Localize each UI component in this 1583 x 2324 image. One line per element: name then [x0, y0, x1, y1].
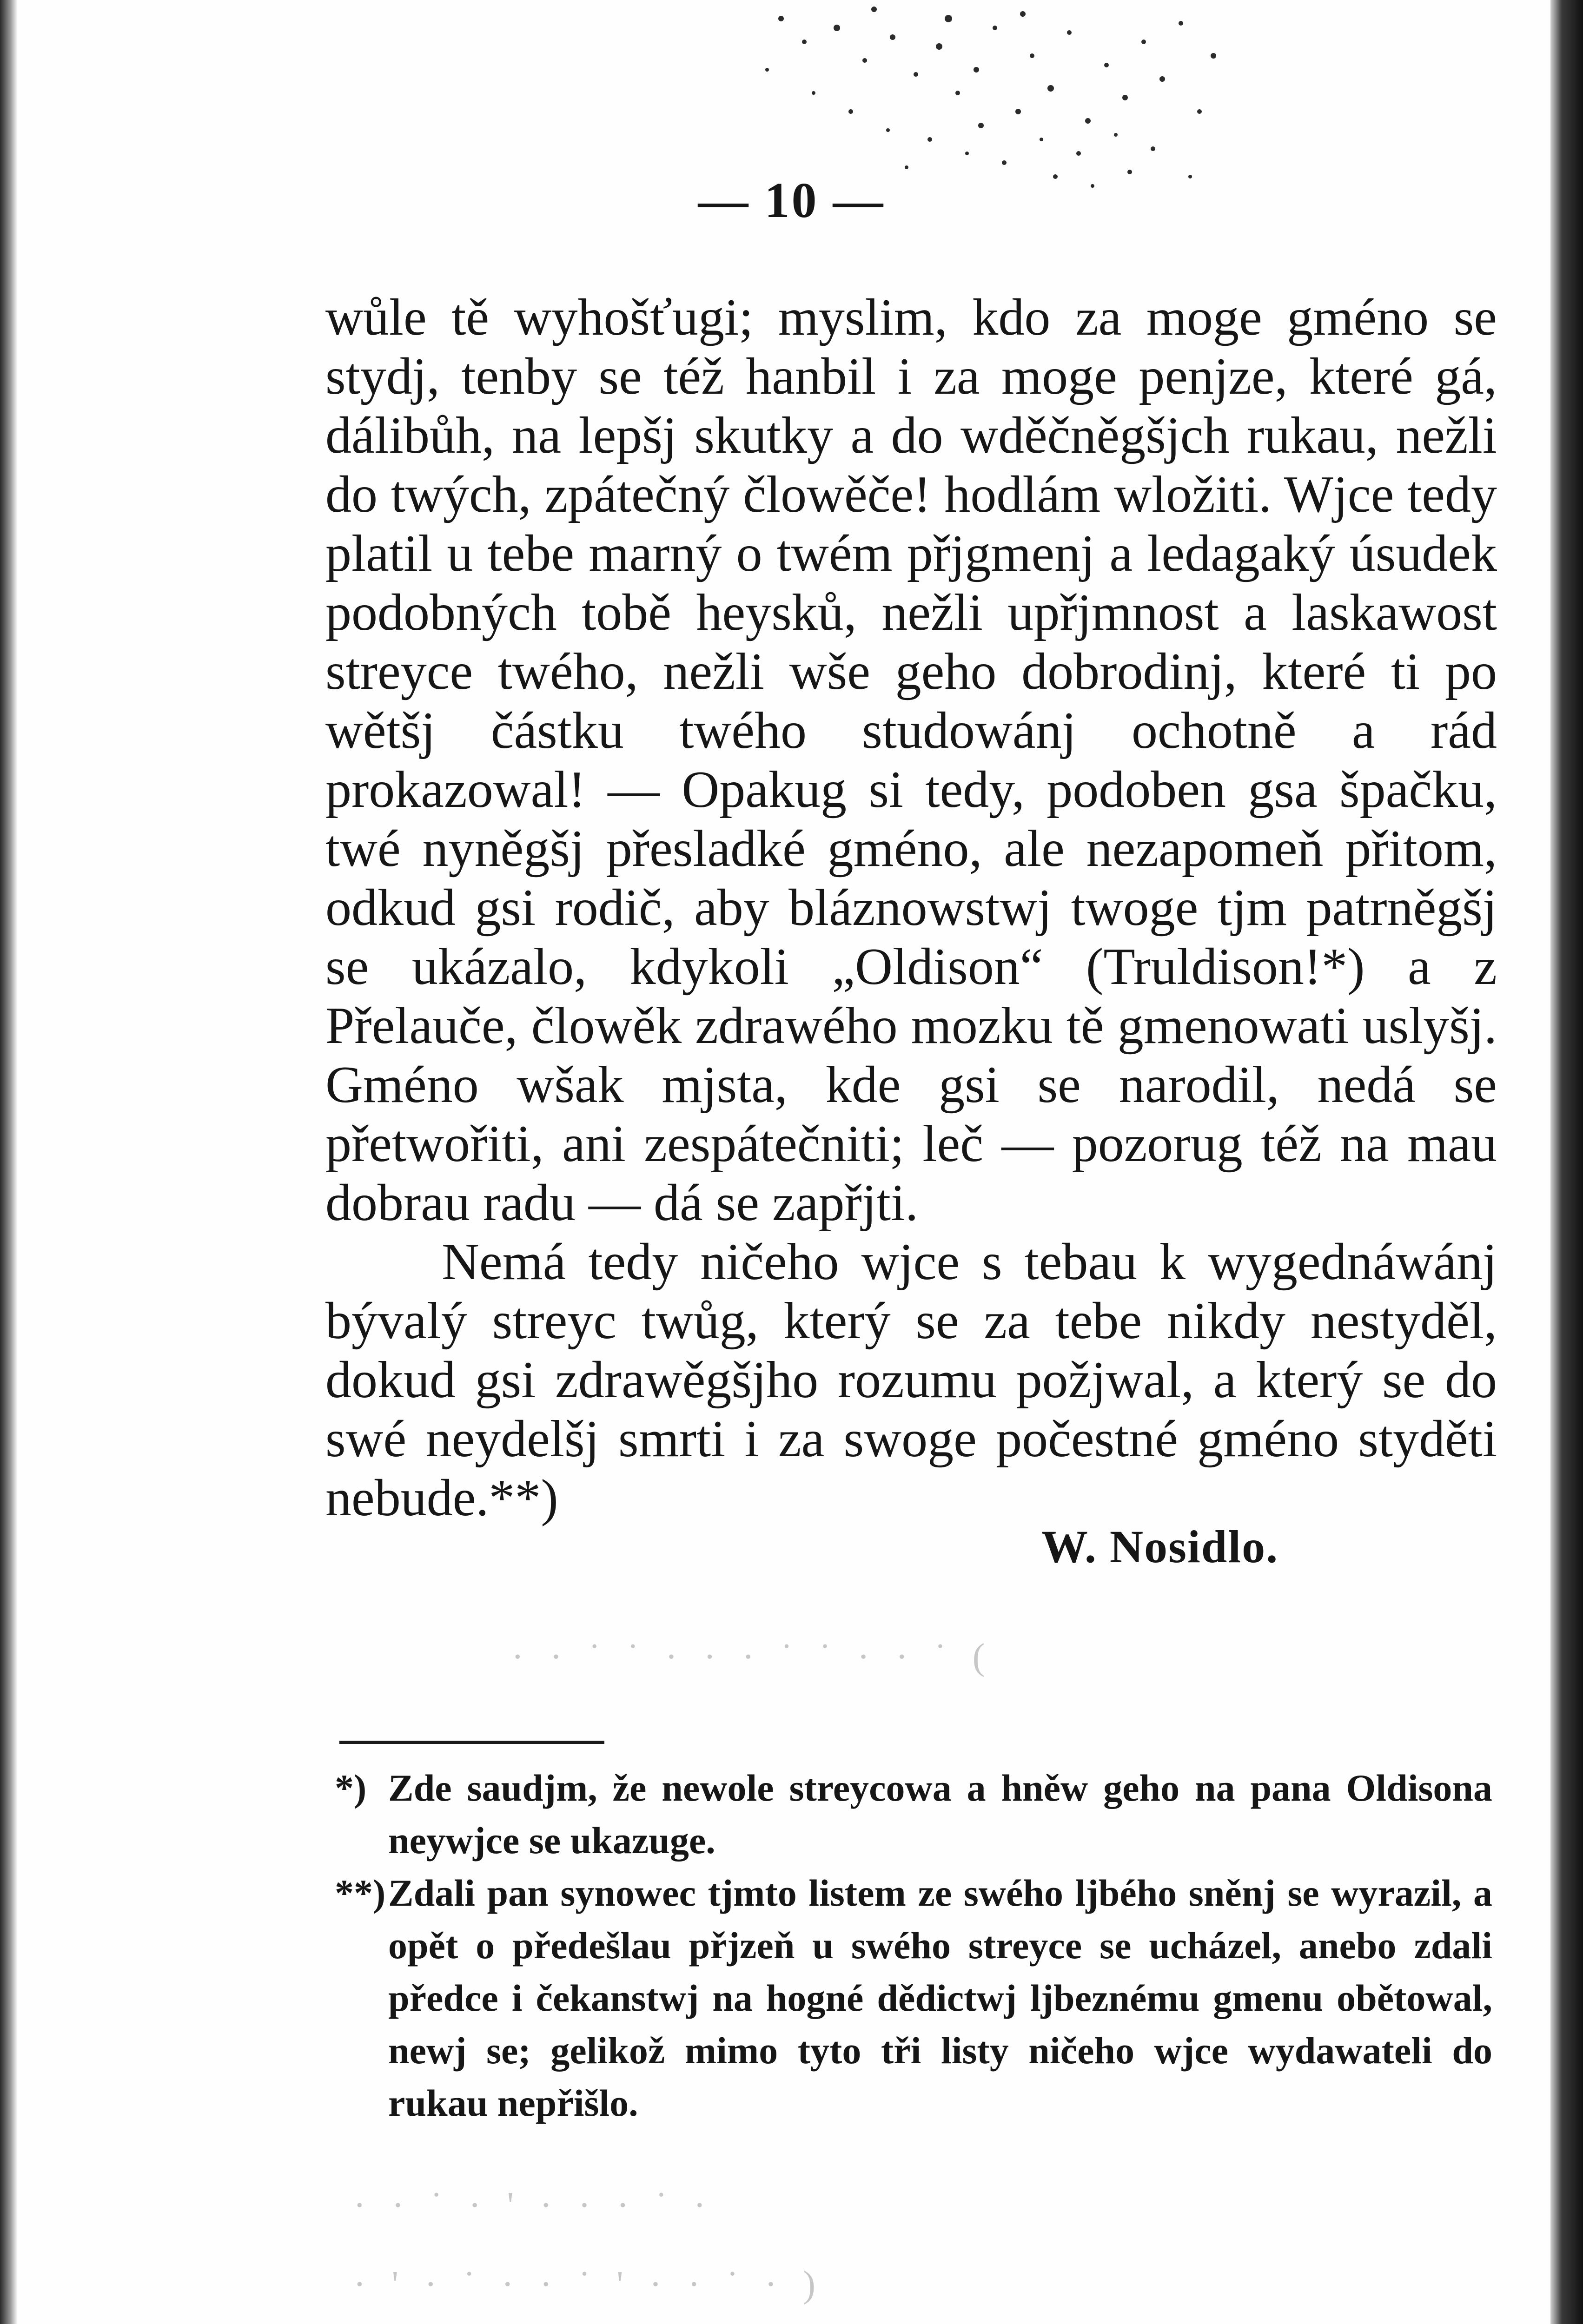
footnote-1	[335, 1762, 1492, 1867]
footnote-mark: *)	[335, 1767, 367, 1809]
footnote-text: Zde saudjm, že newole streycowa a hněw geho na pana Oldisona neywjce se ukazuge.	[388, 1767, 1492, 1862]
show-through-text: · ' · ˙ · · ˙ ' · · ˙ · )	[353, 2264, 824, 2305]
show-through-text: · · ˙ · ' · · · ˙ ·	[353, 2185, 715, 2226]
footnote-text: Zdali pan synowec tjmto listem ze swého ljbého sněnj se wyrazil, a opět o předešlau přjzeň u swého streyce se ucházel, anebo zdali předce i čekanstwj na hogné dědictwj ljbeznému gmenu obětowal, newj se; gelikož mimo tyto tři listy ničeho wjce wydawateli do rukau nepřišlo.	[388, 1872, 1492, 2124]
footnote-divider	[339, 1741, 604, 1744]
body-paragraph-1: wůle tě wyhošťugi; myslim, kdo za moge gméno se stydj, tenby se též hanbil i za moge penjze, které gá, dálibůh, na lepšj skutky a do wděčněgšjch rukau, nežli do twých, zpátečný člowěče! hodlám wložiti. Wjce tedy platil u tebe marný o twém přjgmenj a ledagaký úsudek podobných tobě heysků, nežli upřjmnost a laskawost streyce twého, nežli wše geho dobrodinj, které ti po wětšj částku twého studowánj ochotně a rád prokazowal! — Opakug si tedy, podoben gsa špačku, twé nyněgšj přesladké gméno, ale nezapomeň přitom, odkud gsi rodič, aby bláznowstwj twoge tjm patrněgšj se ukázalo, kdykoli „Oldison“ (Truldison!*) a z Přelauče, člowěk zdrawého mozku tě gmenowati uslyšj. Gméno wšak mjsta, kde gsi se narodil, nedá se přetwořiti, ani zespátečniti; leč — pozorug též na mau dobrau radu — dá se zapřjti.	[325, 289, 1497, 1232]
page-left-shadow	[0, 0, 18, 2324]
footnote-mark: **)	[335, 1872, 386, 1914]
signature: W. Nosidlo.	[1041, 1521, 1279, 1572]
letter-body	[325, 288, 1497, 1528]
body-paragraph-2: Nemá tedy ničeho wjce s tebau k wygednáwánj bývalý streyc twůg, který se za tebe nikdy nestyděl, dokud gsi zdrawěgšjho rozumu požjwal, a který se do swé neydelšj smrti i za swoge počestné gméno styděti nebude.**)	[325, 1233, 1497, 1527]
page-right-edge	[1550, 0, 1583, 2324]
footnotes	[335, 1762, 1492, 2129]
footnote-2	[335, 1867, 1492, 2129]
page-number: — 10 —	[698, 173, 885, 228]
show-through-text: · · ˙ ˙ · · · ˙ ˙ · · ˙ (	[511, 1637, 994, 1677]
